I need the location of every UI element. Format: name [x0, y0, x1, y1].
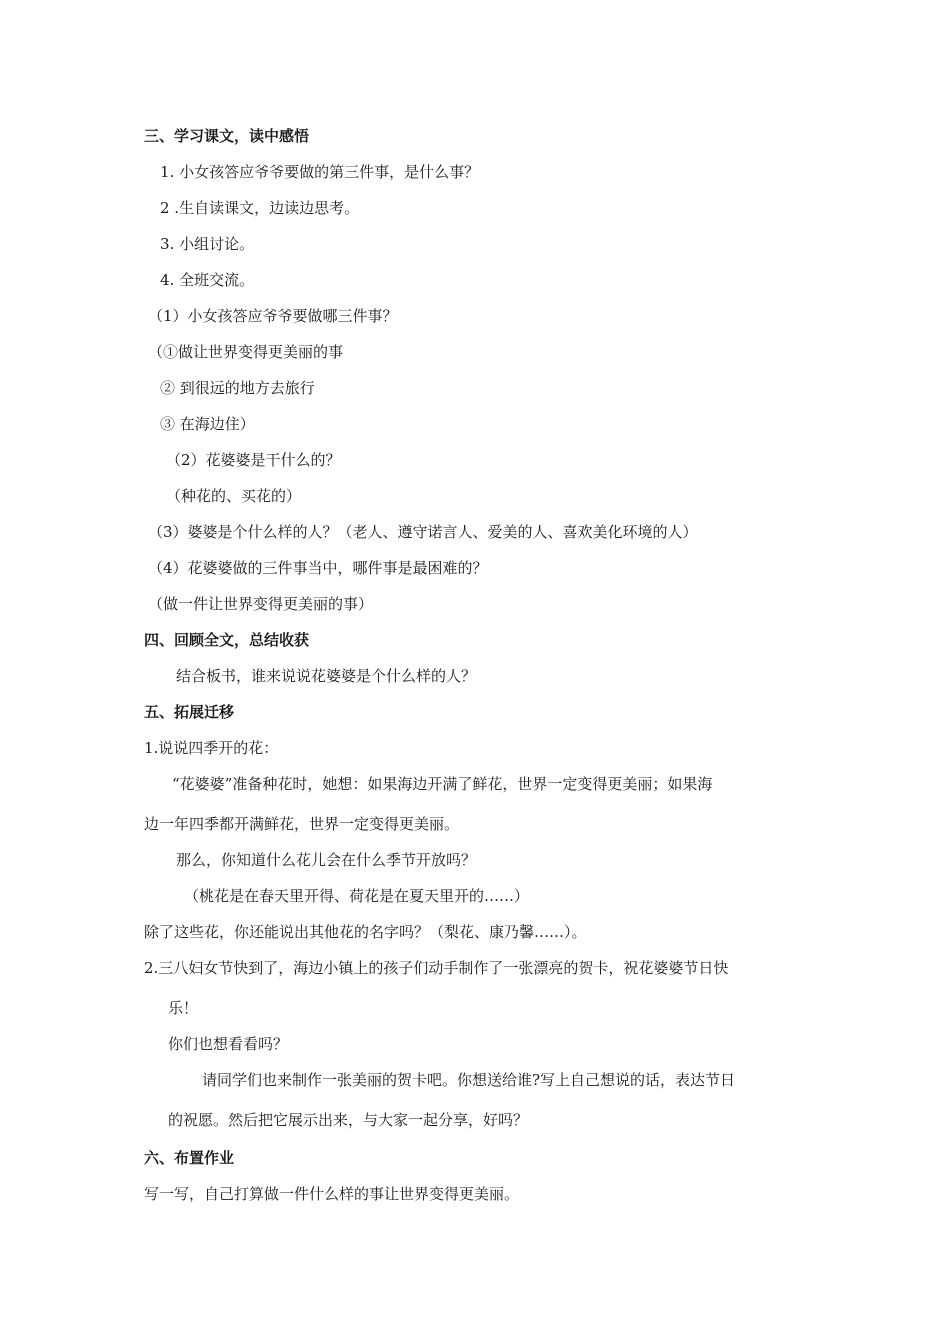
paragraph-line: （3）婆婆是个什么样的人？（老人、遵守诺言人、爱美的人、喜欢美化环境的人） — [148, 523, 698, 541]
paragraph-line: （桃花是在春天里开得、荷花是在夏天里开的……） — [184, 887, 530, 905]
paragraph-line: （2）花婆婆是干什么的？ — [166, 451, 341, 469]
paragraph-line: 你们也想看看吗？ — [168, 1035, 289, 1053]
section-heading-6: 六、布置作业 — [144, 1149, 235, 1167]
paragraph-line: 1.说说四季开的花： — [144, 739, 279, 757]
paragraph-line: 结合板书，谁来说说花婆婆是个什么样的人？ — [176, 667, 477, 685]
paragraph-line: 除了这些花，你还能说出其他花的名字吗？（梨花、康乃馨……）。 — [144, 923, 587, 941]
paragraph-line: 那么，你知道什么花儿会在什么季节开放吗？ — [176, 851, 477, 869]
paragraph-line: 2 .生自读课文，边读边思考。 — [160, 199, 360, 217]
paragraph-line: 4. 全班交流。 — [160, 271, 255, 289]
paragraph-line: 的祝愿。然后把它展示出来，与大家一起分享，好吗？ — [168, 1111, 529, 1129]
paragraph-line: 3. 小组讨论。 — [160, 235, 255, 253]
paragraph-line: （①做让世界变得更美丽的事 — [148, 343, 344, 361]
paragraph-line: 2.三八妇女节快到了，海边小镇上的孩子们动手制作了一张漂亮的贺卡，祝花婆婆节日快 — [144, 959, 729, 977]
paragraph-line: “花婆婆”准备种花时，她想：如果海边开满了鲜花，世界一定变得更美丽；如果海 — [172, 775, 713, 793]
paragraph-line: 边一年四季都开满鲜花，世界一定变得更美丽。 — [144, 815, 460, 833]
paragraph-line: （4）花婆婆做的三件事当中，哪件事是最困难的？ — [148, 559, 488, 577]
paragraph-line: 1. 小女孩答应爷爷要做的第三件事，是什么事？ — [160, 163, 480, 181]
paragraph-line: （种花的、买花的） — [166, 487, 302, 505]
paragraph-line: ③ 在海边住） — [160, 415, 255, 433]
paragraph-line: 请同学们也来制作一张美丽的贺卡吧。你想送给谁?写上自己想说的话，表达节日 — [202, 1071, 736, 1089]
section-heading-3: 三、学习课文，读中感悟 — [144, 127, 310, 145]
paragraph-line: 乐！ — [168, 999, 199, 1017]
section-heading-4: 四、回顾全文，总结收获 — [144, 631, 310, 649]
paragraph-line: 写一写，自己打算做一件什么样的事让世界变得更美丽。 — [144, 1185, 520, 1203]
paragraph-line: ② 到很远的地方去旅行 — [160, 379, 315, 397]
paragraph-line: （做一件让世界变得更美丽的事） — [148, 595, 374, 613]
section-heading-5: 五、拓展迁移 — [144, 703, 235, 721]
paragraph-line: （1）小女孩答应爷爷要做哪三件事？ — [148, 307, 398, 325]
